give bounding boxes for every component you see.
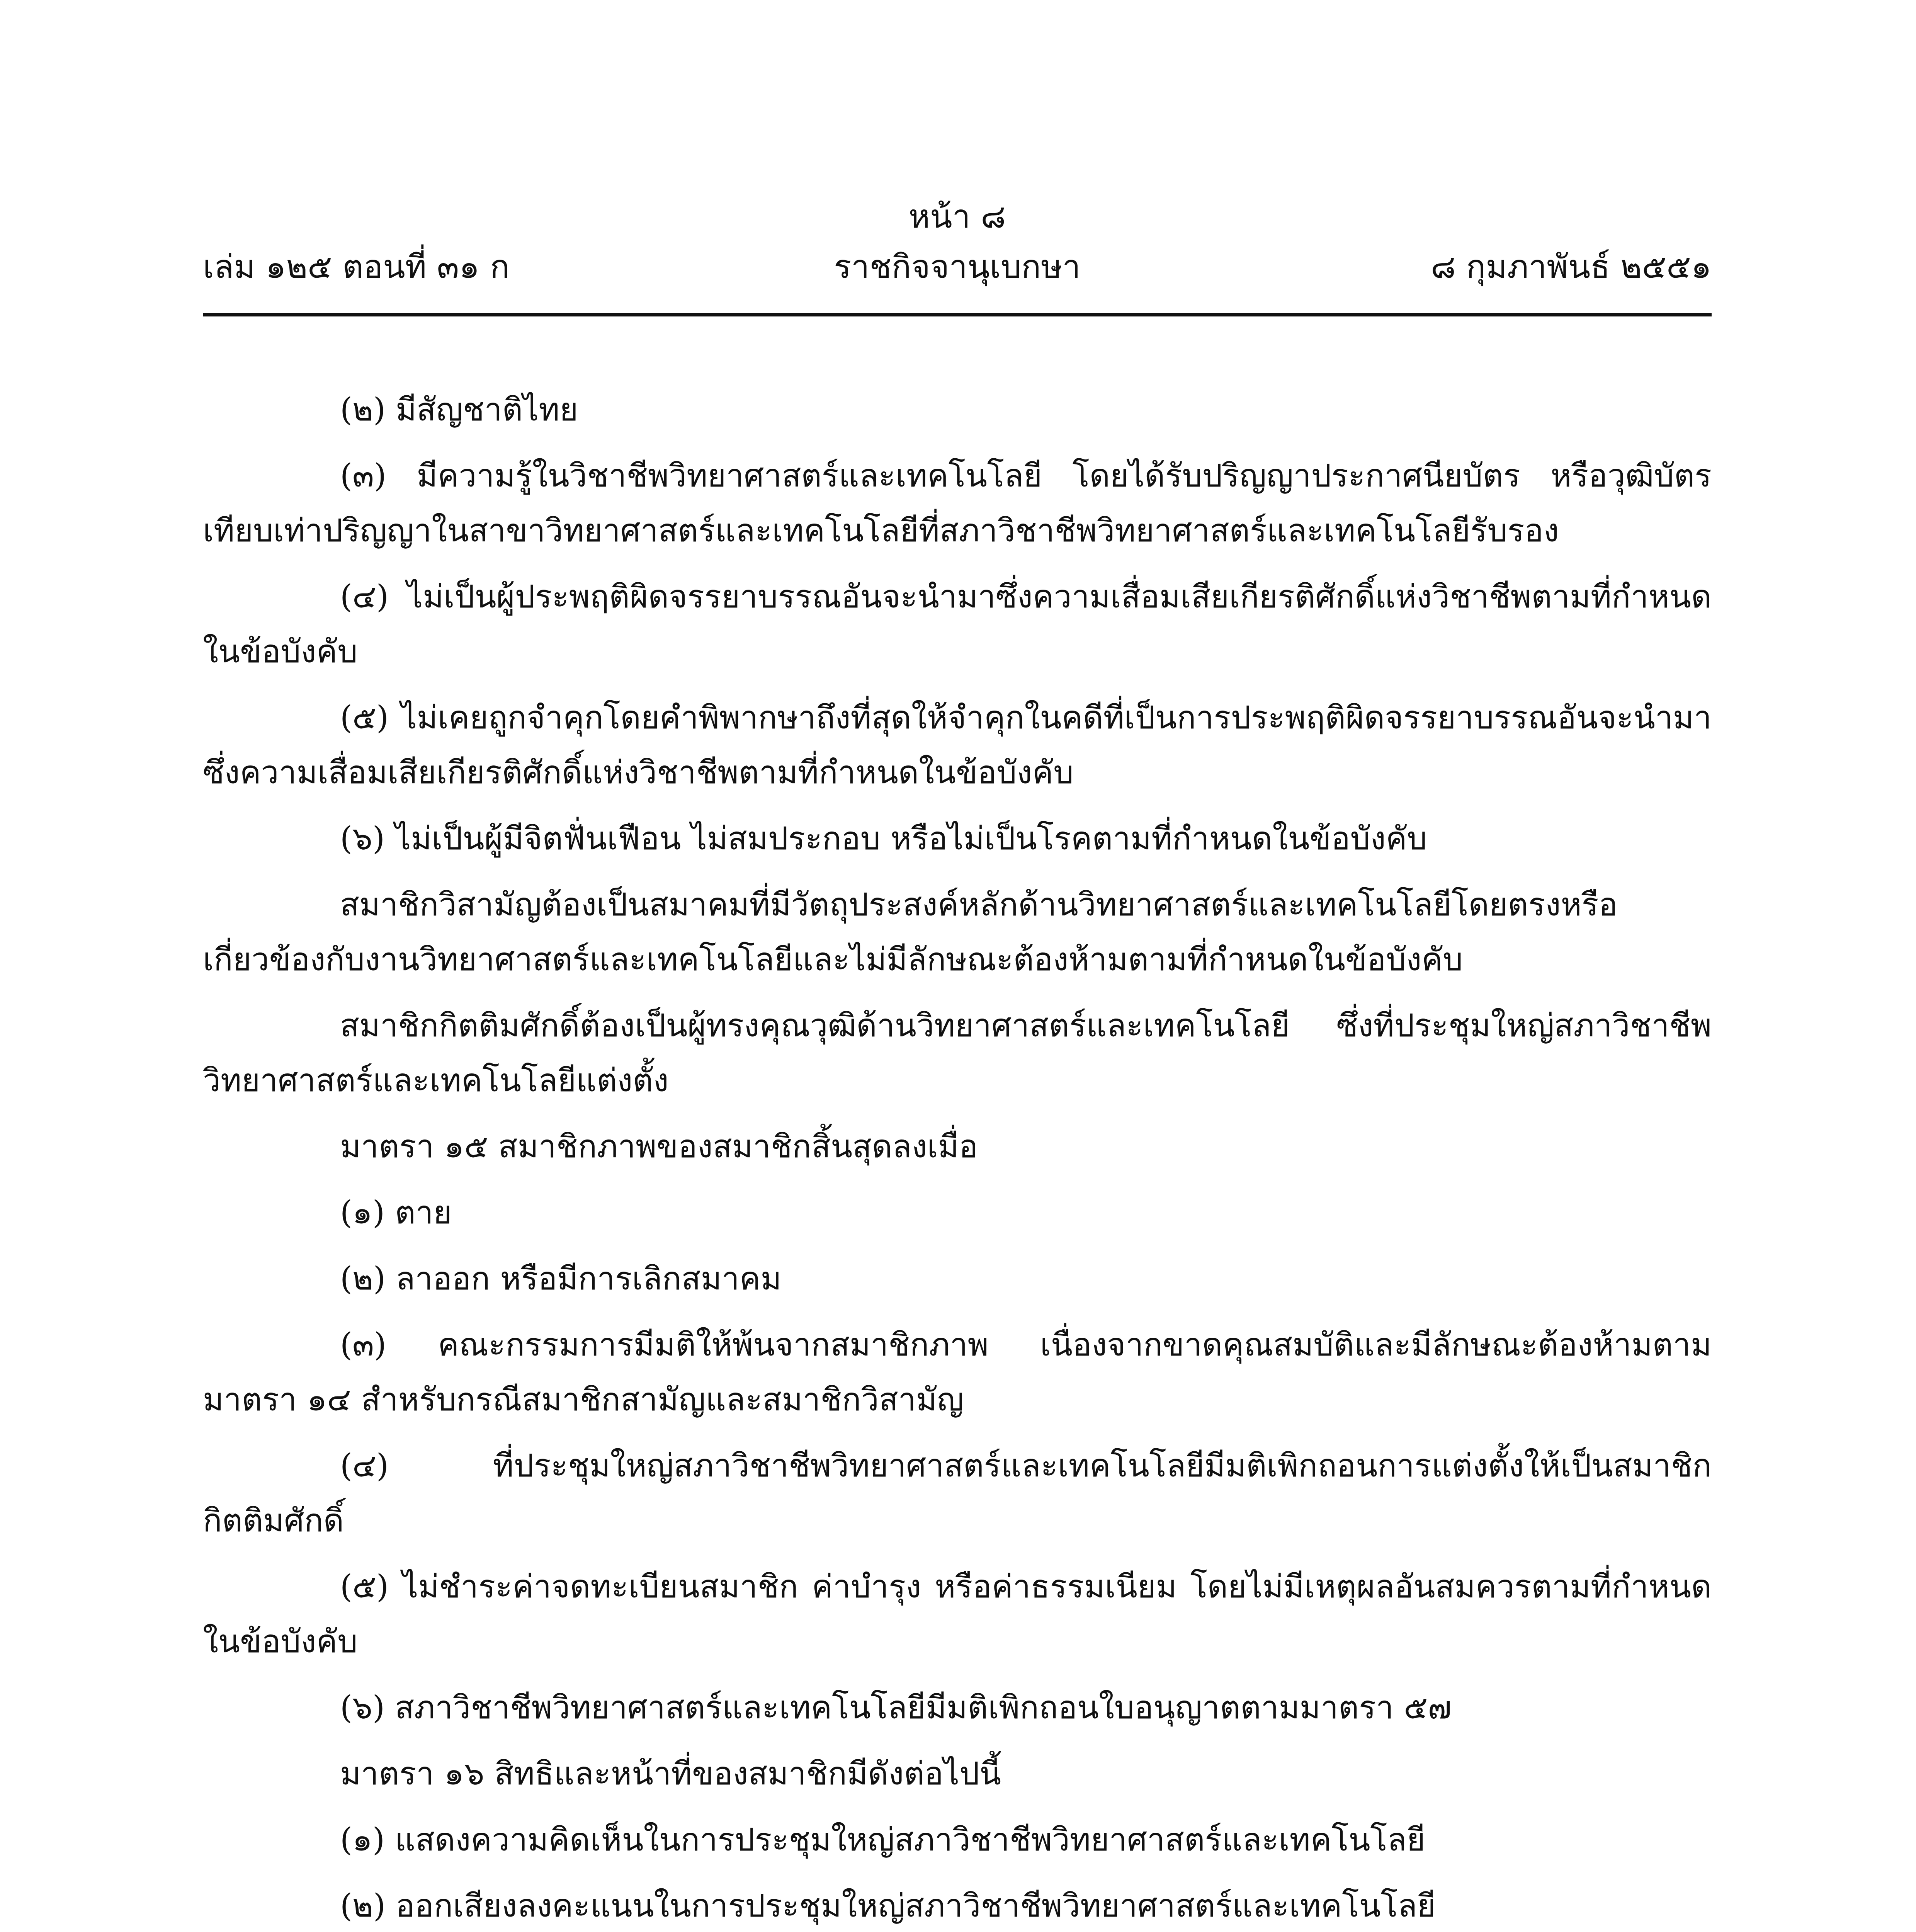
- section-heading: มาตรา ๑๖ สิทธิและหน้าที่ของสมาชิกมีดังต่อไปนี้: [340, 1755, 1001, 1792]
- document-body: [203, 383, 1712, 1932]
- header-divider: [203, 313, 1712, 316]
- paragraph: (๖) ไม่เป็นผู้มีจิตฟั่นเฟือน ไม่สมประกอบ หรือไม่เป็นโรคตามที่กำหนดในข้อบังคับ: [340, 820, 1427, 857]
- paragraph: (๑) แสดงความคิดเห็นในการประชุมใหญ่สภาวิชาชีพวิทยาศาสตร์และเทคโนโลยี: [340, 1821, 1425, 1858]
- publication-title: ราชกิจจานุเบกษา: [834, 248, 1081, 286]
- paragraph: (๒) มีสัญชาติไทย: [340, 391, 578, 428]
- paragraph: (๕) ไม่เคยถูกจำคุกโดยคำพิพากษาถึงที่สุดให้จำคุกในคดีที่เป็นการประพฤติผิดจรรยาบรรณอันจะนำมาซึ่งความเสื่อมเสียเกียรติศักดิ์แห่งวิชาชีพตามที่กำหนดในข้อบังคับ: [203, 699, 1712, 791]
- paragraph: (๓) มีความรู้ในวิชาชีพวิทยาศาสตร์และเทคโนโลยี โดยได้รับปริญญาประกาศนียบัตร หรือวุฒิบัตรเทียบเท่าปริญญาในสาขาวิทยาศาสตร์และเทคโนโลยีที่สภาวิชาชีพวิทยาศาสตร์และเทคโนโลยีรับรอง: [203, 457, 1712, 549]
- header-row: [203, 238, 1712, 296]
- page-number: หน้า ๘: [908, 197, 1006, 235]
- paragraph: (๒) ออกเสียงลงคะแนนในการประชุมใหญ่สภาวิชาชีพวิทยาศาสตร์และเทคโนโลยี: [340, 1888, 1436, 1924]
- paragraph: (๒) ลาออก หรือมีการเลิกสมาคม: [340, 1260, 782, 1297]
- publication-date: ๘ กุมภาพันธ์ ๒๕๕๑: [1431, 248, 1712, 286]
- paragraph: (๕) ไม่ชำระค่าจดทะเบียนสมาชิก ค่าบำรุง หรือค่าธรรมเนียม โดยไม่มีเหตุผลอันสมควรตามที่กำหนดในข้อบังคับ: [203, 1568, 1712, 1660]
- section-heading: มาตรา ๑๕ สมาชิกภาพของสมาชิกสิ้นสุดลงเมื่อ: [340, 1128, 978, 1165]
- page-header: [203, 195, 1712, 296]
- paragraph: (๔) ที่ประชุมใหญ่สภาวิชาชีพวิทยาศาสตร์และเทคโนโลยีมีมติเพิกถอนการแต่งตั้งให้เป็นสมาชิกกิตติมศักดิ์: [203, 1447, 1712, 1539]
- paragraph: (๔) ไม่เป็นผู้ประพฤติผิดจรรยาบรรณอันจะนำมาซึ่งความเสื่อมเสียเกียรติศักดิ์แห่งวิชาชีพตามที่กำหนดในข้อบังคับ: [203, 578, 1712, 670]
- volume-issue: เล่ม ๑๒๕ ตอนที่ ๓๑ ก: [203, 248, 510, 286]
- paragraph: สมาชิกกิตติมศักดิ์ต้องเป็นผู้ทรงคุณวุฒิด้านวิทยาศาสตร์และเทคโนโลยี ซึ่งที่ประชุมใหญ่สภาวิชาชีพวิทยาศาสตร์และเทคโนโลยีแต่งตั้ง: [203, 1007, 1712, 1099]
- paragraph: (๓) คณะกรรมการมีมติให้พ้นจากสมาชิกภาพ เนื่องจากขาดคุณสมบัติและมีลักษณะต้องห้ามตามมาตรา ๑๔ สำหรับกรณีสมาชิกสามัญและสมาชิกวิสามัญ: [203, 1327, 1712, 1418]
- paragraph: สมาชิกวิสามัญต้องเป็นสมาคมที่มีวัตถุประสงค์หลักด้านวิทยาศาสตร์และเทคโนโลยีโดยตรงหรือเกี่ยวข้องกับงานวิทยาศาสตร์และเทคโนโลยีและไม่มีลักษณะต้องห้ามตามที่กำหนดในข้อบังคับ: [203, 886, 1618, 978]
- paragraph: (๖) สภาวิชาชีพวิทยาศาสตร์และเทคโนโลยีมีมติเพิกถอนใบอนุญาตตามมาตรา ๕๗: [340, 1689, 1452, 1726]
- paragraph: (๑) ตาย: [340, 1194, 452, 1231]
